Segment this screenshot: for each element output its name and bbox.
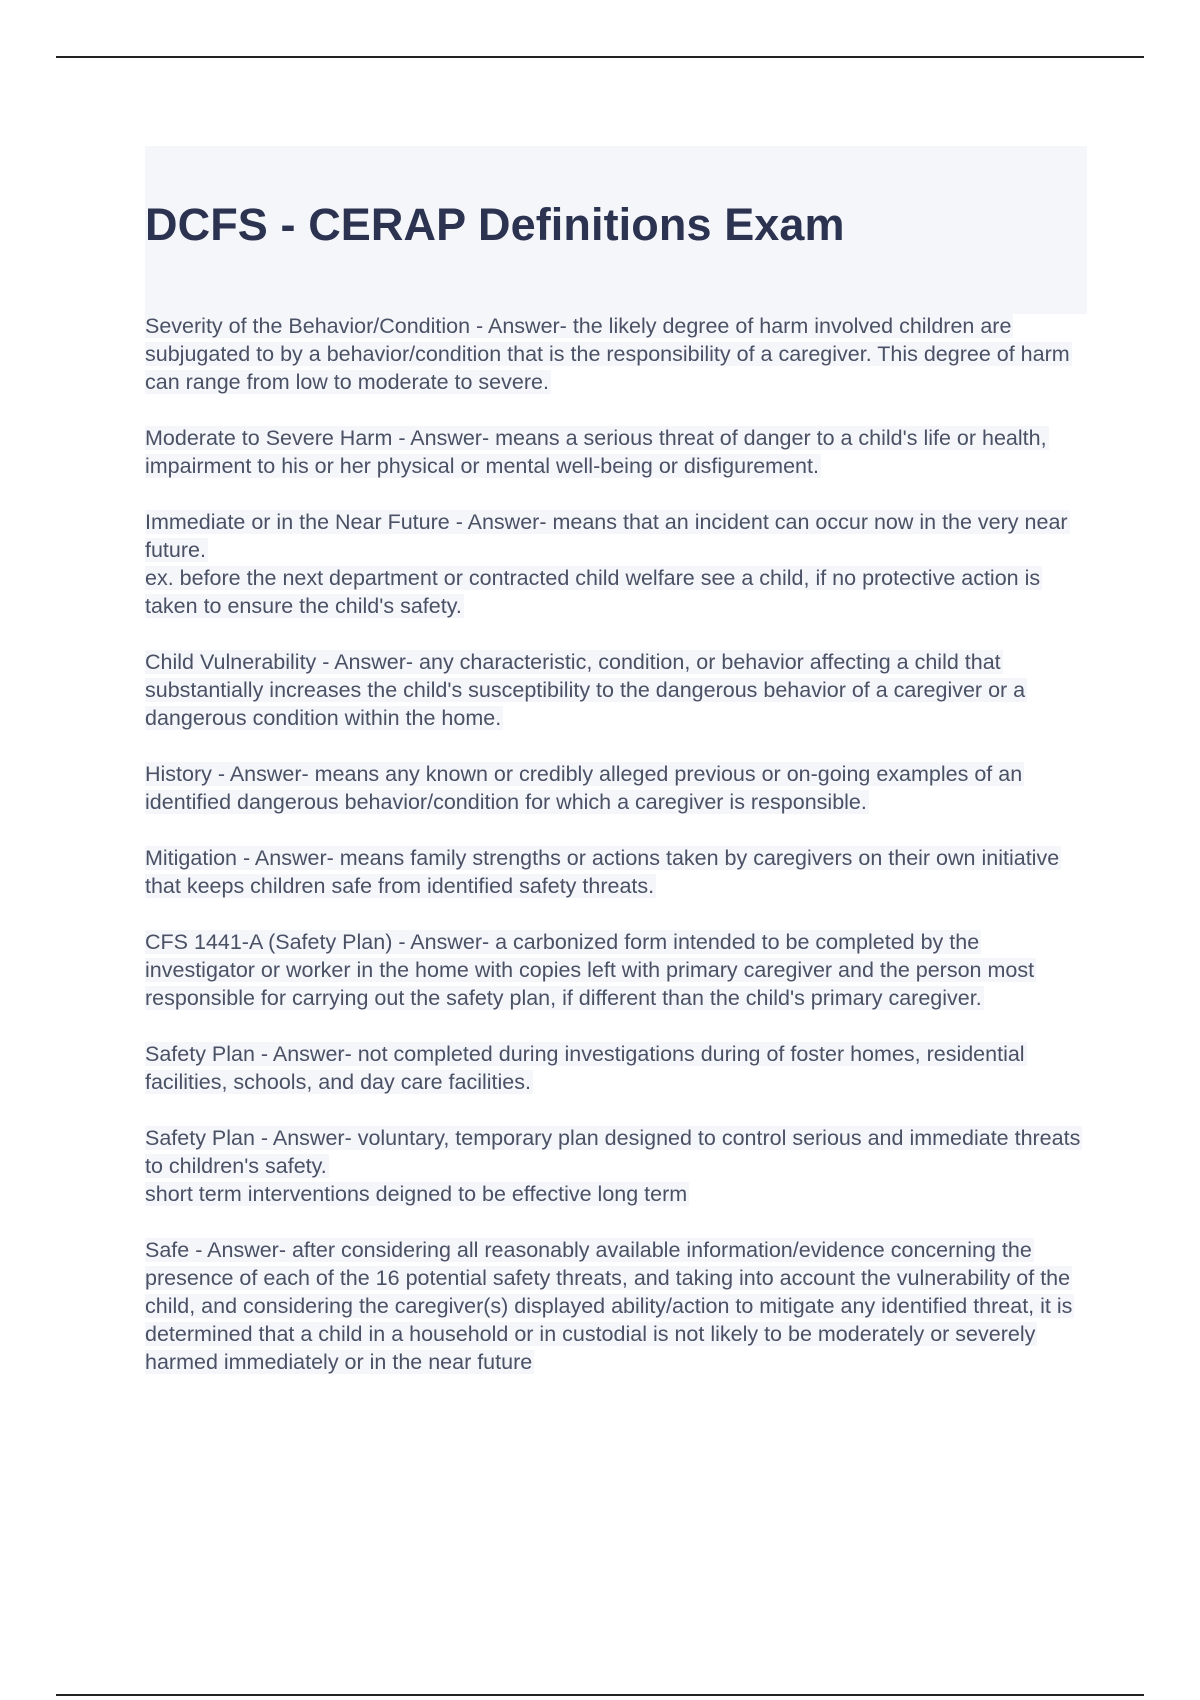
bottom-rule [56,1694,1144,1696]
definition-entry [145,312,1087,396]
definition-entry [145,1124,1087,1208]
definition-example: ex. before the next department or contracted child welfare see a child, if no protective action is taken to ensure the child's safety. [145,566,1041,618]
definition-text: Immediate or in the Near Future - Answer- means that an incident can occur now in the very near future. [145,510,1068,562]
definition-text: Safety Plan - Answer- voluntary, temporary plan designed to control serious and immediate threats to children's safety. [145,1126,1081,1178]
definition-entry [145,648,1087,732]
definition-text: History - Answer- means any known or credibly alleged previous or on-going examples of an identified dangerous behavior/condition for which a caregiver is responsible. [145,762,1023,814]
definition-note: short term interventions deigned to be effective long term [145,1182,688,1206]
definition-text: Safe - Answer- after considering all reasonably available information/evidence concerning the presence of each of the 16 potential safety threats, and taking into account the vulnerability of the child, and considering the caregiver(s) displayed ability/action to mitigate any identified threat, it is determined that a child in a household or in custodial is not likely to be moderately or severely harmed immediately or in the near future [145,1238,1073,1374]
definition-text: Safety Plan - Answer- not completed during investigations during of foster homes, residential facilities, schools, and day care facilities. [145,1042,1025,1094]
definition-text: Mitigation - Answer- means family strengths or actions taken by caregivers on their own initiative that keeps children safe from identified safety threats. [145,846,1060,898]
definition-entry [145,760,1087,816]
definition-entry [145,1236,1087,1376]
definition-text: Severity of the Behavior/Condition - Answer- the likely degree of harm involved children are subjugated to by a behavior/condition that is the responsibility of a caregiver. This degree of harm can range from low to moderate to severe. [145,314,1070,394]
definitions-list [145,312,1087,1404]
definition-text: Moderate to Severe Harm - Answer- means a serious threat of danger to a child's life or health, impairment to his or her physical or mental well-being or disfigurement. [145,426,1047,478]
definition-text: CFS 1441-A (Safety Plan) - Answer- a carbonized form intended to be completed by the investigator or worker in the home with copies left with primary caregiver and the person most responsible for carrying out the safety plan, if different than the child's primary caregiver. [145,930,1035,1010]
definition-entry [145,1040,1087,1096]
definition-text: Child Vulnerability - Answer- any characteristic, condition, or behavior affecting a child that substantially increases the child's susceptibility to the dangerous behavior of a caregiver or a dangerous condition within the home. [145,650,1026,730]
definition-entry [145,844,1087,900]
definition-entry [145,928,1087,1012]
top-rule [56,56,1144,58]
document-title: DCFS - CERAP Definitions Exam [145,199,845,250]
definition-entry [145,508,1087,620]
definition-entry [145,424,1087,480]
